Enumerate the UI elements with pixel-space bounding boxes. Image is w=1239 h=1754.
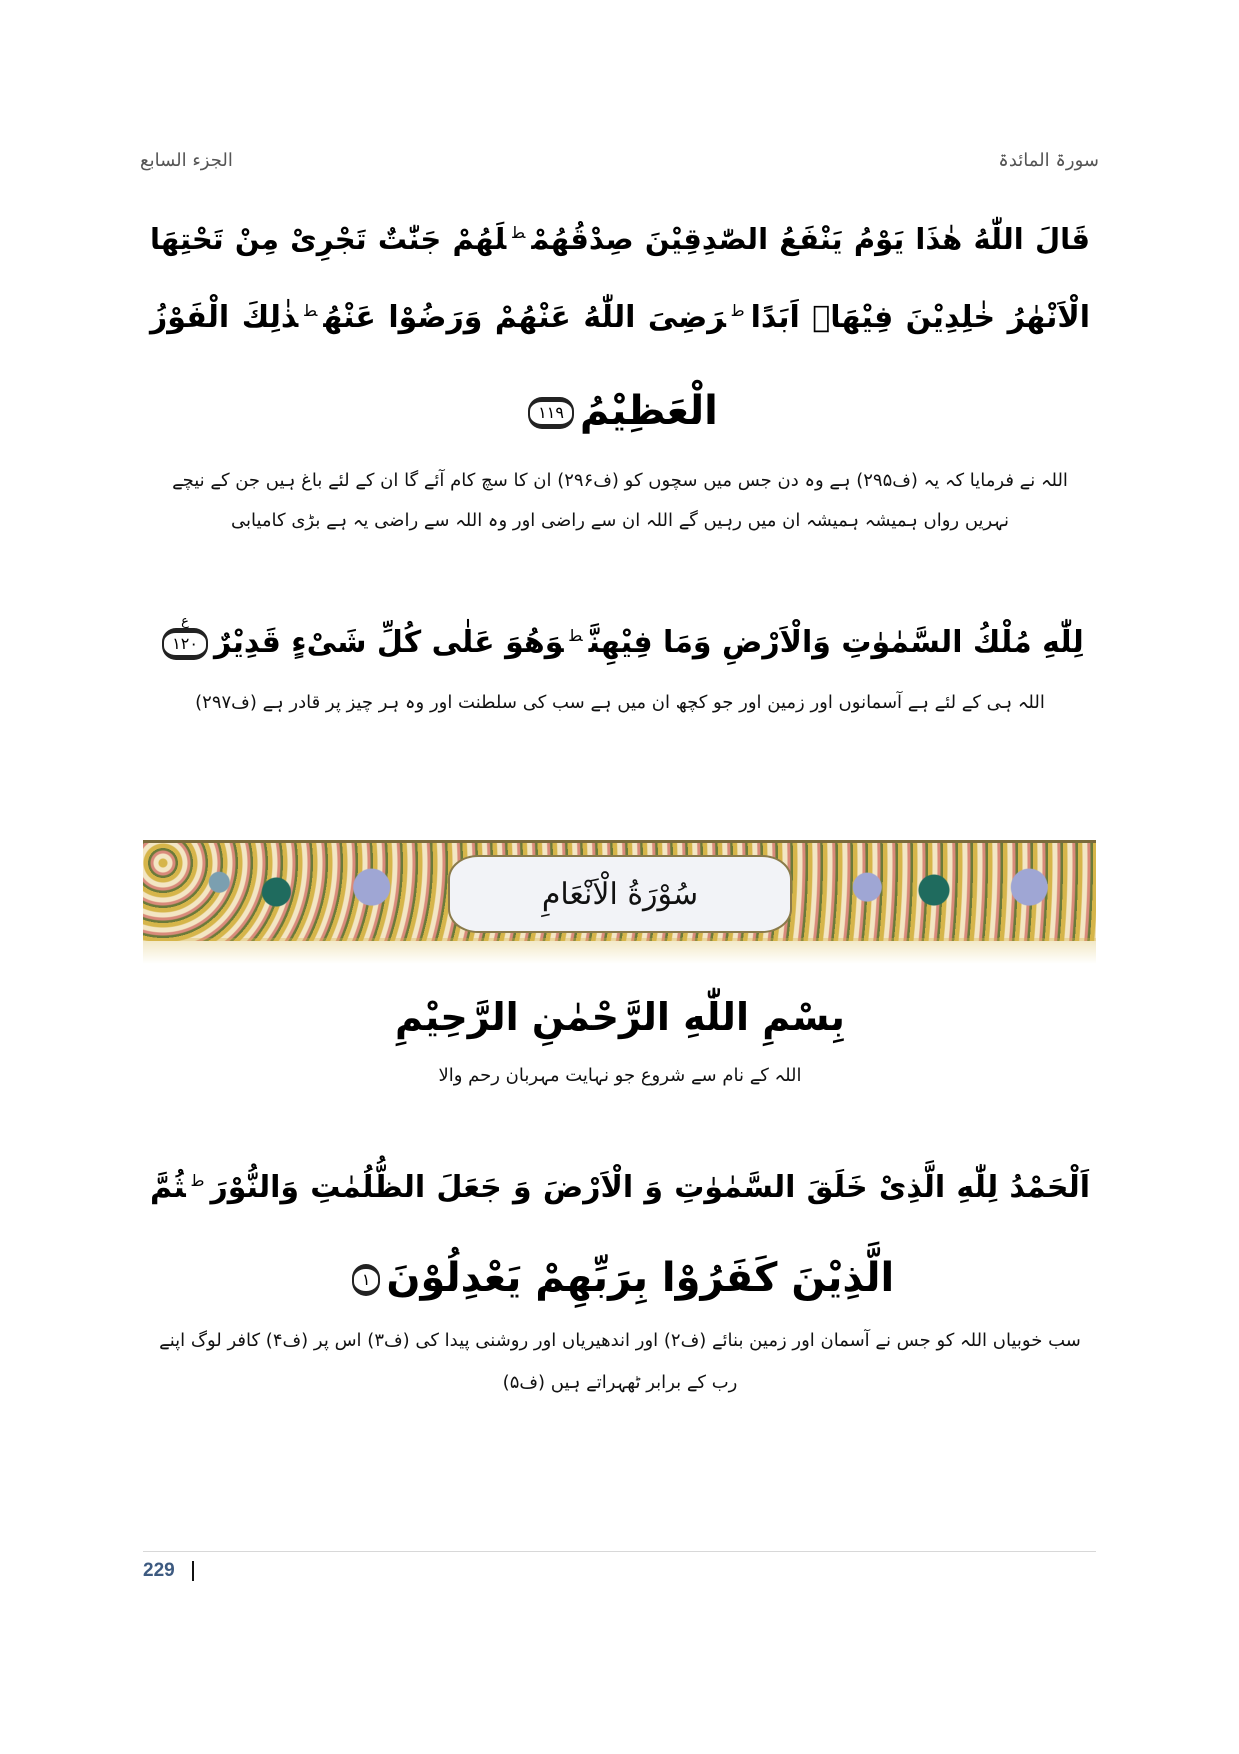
verse-text: قَالَ اللّٰهُ هٰذَا يَوْمُ يَنْفَعُ الصّٰدِقِيْنَ صِدْقُهُمْ: [531, 222, 1090, 256]
surah-title-cartouche: [448, 855, 792, 933]
bismillah-translation: اللہ کے نام سے شروع جو نہایت مہربان رحم والا: [438, 1065, 802, 1086]
ayah-number: ١٢٠: [172, 633, 198, 653]
surah-header: سورۃ المائدۃ: [998, 150, 1099, 171]
verse-text: وَهُوَ عَلٰى كُلِّ شَىْءٍ قَدِيْرٌ: [213, 625, 564, 660]
surah-title: سُوْرَةُ الْاَنْعَامِ: [541, 876, 699, 912]
verse-text: الْعَظِيْمُ: [579, 388, 718, 434]
verse-119-line-1: [150, 222, 1090, 256]
rukuh-mark: ع: [181, 613, 189, 629]
verse-119-line-3: [150, 388, 1090, 434]
verse-text: اَلْحَمْدُ لِلّٰهِ الَّذِىْ خَلَقَ السَّمٰوٰتِ وَ الْاَرْضَ وَ جَعَلَ الظُّلُمٰتِ وَالنُّوْرَ: [210, 1170, 1090, 1205]
banner-reflection: [143, 938, 1096, 964]
waqf-mark: ط: [512, 223, 526, 243]
translation-120: اللہ ہی کے لئے ہے آسمانوں اور زمین اور جو کچھ ان میں ہے سب کی سلطنت اور وہ ہر چیز پر قادر ہے (ف۲۹۷): [195, 692, 1045, 713]
verse-1-line-1: [150, 1170, 1090, 1205]
waqf-mark: ط: [304, 301, 318, 320]
translation-119-line-1: اللہ نے فرمایا کہ یہ (ف۲۹۵) ہے وہ دن جس میں سچوں کو (ف۲۹۶) ان کا سچ کام آئے گا ان کے لئے باغ ہیں جن کے نیچے: [172, 470, 1068, 491]
verse-text: لَهُمْ جَنّٰتٌ تَجْرِىْ مِنْ تَحْتِهَا: [150, 222, 507, 256]
waqf-mark: ط: [191, 1171, 205, 1190]
juz-header: الجزء السابع: [140, 150, 233, 171]
translation-119-line-2: نہریں رواں ہمیشہ ہمیشہ ان میں رہیں گے اللہ ان سے راضی اور وہ اللہ سے راضی یہ ہے بڑی کامیابی: [230, 510, 1010, 531]
translation-1-line-1: سب خوبیاں اللہ کو جس نے آسمان اور زمین بنائے (ف۲) اور اندھیریاں اور روشنی پیدا کی (ف۳) اس پر (ف۴) کافر لوگ اپنے: [159, 1330, 1081, 1351]
page-number-separator: [192, 1561, 194, 1581]
verse-text: الَّذِيْنَ كَفَرُوْا بِرَبِّهِمْ يَعْدِلُوْنَ: [386, 1255, 895, 1301]
verse-text: الْاَنْهٰرُ خٰلِدِيْنَ فِيْهَاۤ اَبَدًا: [750, 300, 1090, 335]
verse-text: رَضِىَ اللّٰهُ عَنْهُمْ وَرَضُوْا عَنْهُ: [323, 300, 726, 335]
waqf-mark: ط: [731, 301, 745, 320]
verse-text: ثُمَّ: [150, 1170, 186, 1205]
translation-1-line-2: رب کے برابر ٹھہراتے ہیں (ف۵): [502, 1372, 738, 1393]
bismillah: بِسْمِ اللّٰهِ الرَّحْمٰنِ الرَّحِيْمِ: [395, 995, 845, 1039]
surah-banner: [143, 840, 1096, 941]
verse-119-line-2: [150, 300, 1090, 335]
footer-divider: [143, 1551, 1096, 1552]
waqf-mark: ط: [569, 626, 583, 645]
ayah-number-marker: [162, 613, 208, 660]
verse-120: [150, 613, 1090, 660]
verse-text: لِلّٰهِ مُلْكُ السَّمٰوٰتِ وَالْاَرْضِ وَمَا فِيْهِنَّ: [588, 625, 1084, 660]
verse-text: ذٰلِكَ الْفَوْزُ: [150, 300, 299, 335]
ayah-number-marker: ١: [352, 1264, 381, 1296]
page-number: 229: [143, 1560, 175, 1581]
verse-1-line-2: [150, 1255, 1090, 1301]
ayah-number-marker: ١١٩: [528, 397, 574, 429]
